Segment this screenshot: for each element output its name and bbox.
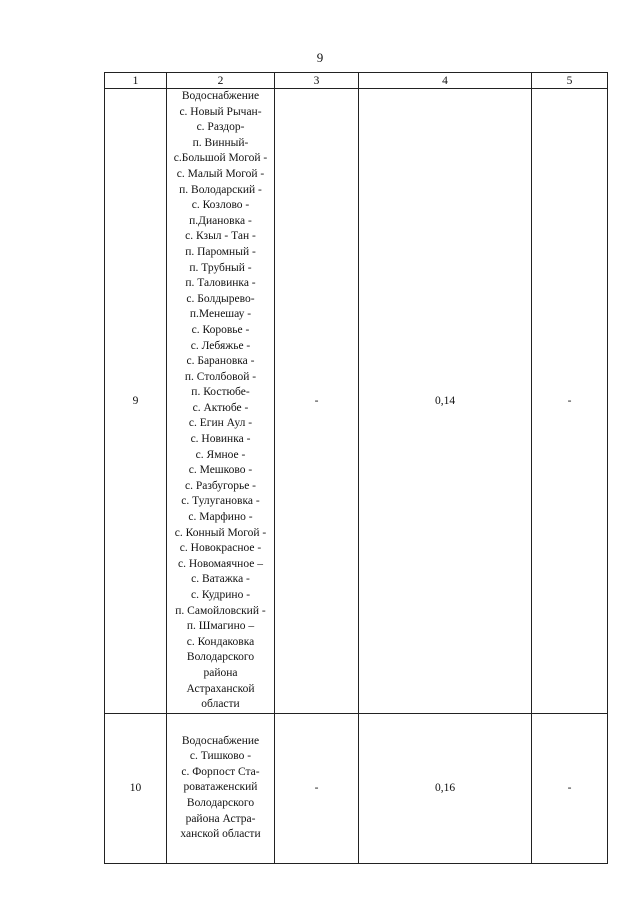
description-line: п. Таловинка - xyxy=(185,277,256,290)
row-col3-value: - xyxy=(275,713,359,863)
description-line: п. Трубный - xyxy=(189,261,252,274)
description-line: с. Кудрино - xyxy=(190,589,251,601)
description-line: роватаженский xyxy=(183,781,258,794)
description-line: области xyxy=(201,698,240,711)
description-line: с. Ямное - xyxy=(195,448,246,461)
description-line: с. Новый Рычан- xyxy=(179,105,262,118)
description-line: с. Кондаковка xyxy=(186,635,255,648)
description-line: с. Тишково - xyxy=(189,750,252,763)
description-line: с. Новинка - xyxy=(190,433,251,446)
row-col4-value: 0,16 xyxy=(359,713,532,863)
document-table xyxy=(104,72,608,864)
row-col3-value: - xyxy=(275,89,359,714)
table-row xyxy=(105,89,608,714)
header-row xyxy=(105,73,608,89)
description-line: п. Самойловский - xyxy=(175,604,266,617)
description-line: с. Конный Могой - xyxy=(174,526,267,539)
description-lines xyxy=(167,89,274,713)
description-line: Володарского xyxy=(186,651,255,664)
description-line: с. Козлово - xyxy=(191,199,250,212)
description-line: Водоснабжение xyxy=(181,734,260,747)
description-line: с. Малый Могой - xyxy=(176,167,265,180)
description-line: п. Шмагино – xyxy=(186,620,255,633)
row-description xyxy=(167,89,275,714)
page-number: 9 xyxy=(316,50,324,65)
row-number: 9 xyxy=(105,89,167,714)
column-header-1: 1 xyxy=(105,73,167,89)
description-lines xyxy=(167,734,274,843)
row-col5-value: - xyxy=(532,713,608,863)
row-number: 10 xyxy=(105,713,167,863)
description-line: ханской области xyxy=(180,828,261,841)
row-col4-value: 0,14 xyxy=(359,89,532,714)
description-line: с. Марфино - xyxy=(188,511,253,524)
description-line: с.Большой Могой - xyxy=(173,152,268,165)
description-line: п. Винный- xyxy=(192,136,249,149)
description-line: района xyxy=(203,666,238,679)
column-header-3: 3 xyxy=(275,73,359,89)
description-line: с. Актюбе - xyxy=(192,401,249,414)
description-line: с. Форпост Ста- xyxy=(181,765,260,778)
description-line: Астраханской xyxy=(186,682,255,695)
description-line: п. Столбовой - xyxy=(184,370,257,383)
description-line: п.Диановка - xyxy=(189,214,252,227)
description-line: Водоснабжение xyxy=(181,90,260,102)
row-col5-value: - xyxy=(532,89,608,714)
description-line: п.Менешау - xyxy=(189,308,252,321)
description-line: с. Егин Аул - xyxy=(188,417,253,430)
table-row xyxy=(105,713,608,863)
description-line: с. Мешково - xyxy=(188,464,253,477)
description-line: с. Лебяжье - xyxy=(190,339,251,352)
description-line: п. Костюбе- xyxy=(191,386,250,399)
description-line: с. Новомаячное – xyxy=(178,557,263,570)
description-line: с. Тулугановка - xyxy=(181,495,260,508)
column-header-4: 4 xyxy=(359,73,532,89)
description-line: п. Паромный - xyxy=(185,245,256,258)
description-line: с. Кзыл - Тан - xyxy=(185,230,256,243)
description-line: с. Коровье - xyxy=(191,323,250,336)
row-description xyxy=(167,713,275,863)
description-line: с. Новокрасное - xyxy=(179,542,262,555)
description-line: п. Володарский - xyxy=(179,183,262,196)
description-line: с. Раздор- xyxy=(196,121,245,134)
description-line: с. Барановка - xyxy=(186,355,255,368)
description-line: с. Разбугорье - xyxy=(184,479,257,492)
column-header-5: 5 xyxy=(532,73,608,89)
description-line: Володарского xyxy=(186,797,255,810)
description-line: с. Ватажка - xyxy=(191,573,250,586)
description-line: с. Болдырево- xyxy=(186,292,255,305)
column-header-2: 2 xyxy=(167,73,275,89)
description-line: района Астра- xyxy=(185,812,256,825)
